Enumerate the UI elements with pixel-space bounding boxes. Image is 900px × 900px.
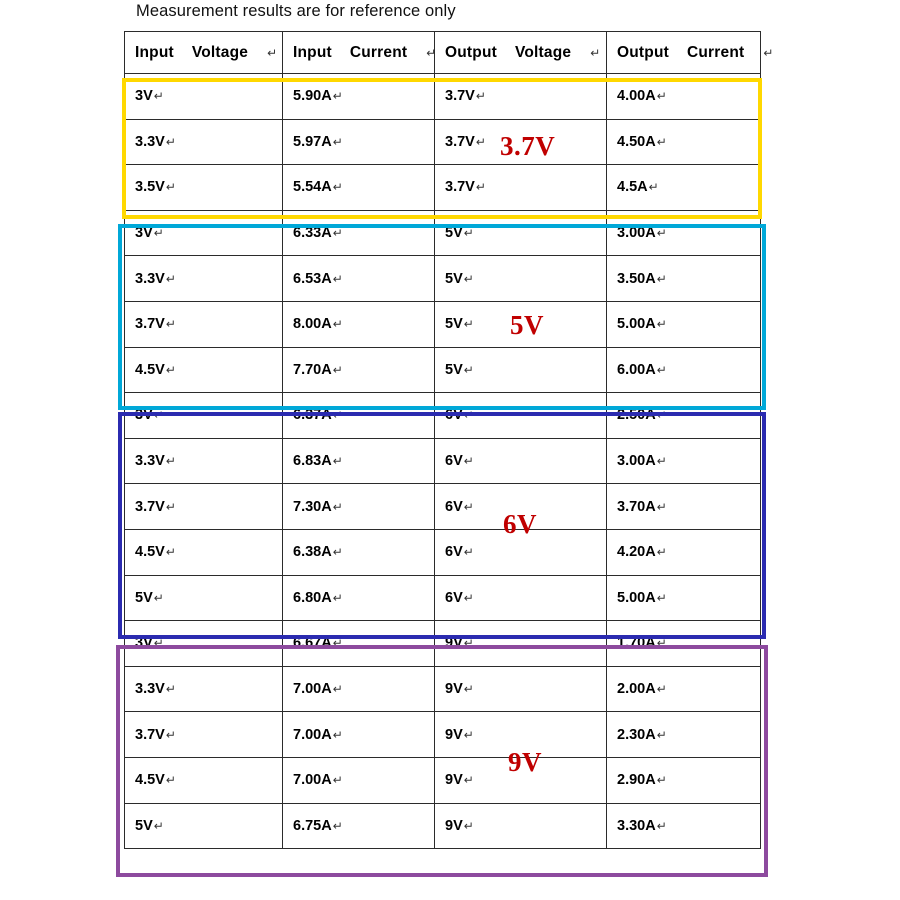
return-mark-icon: ↵ xyxy=(475,180,486,195)
return-mark-icon: ↵ xyxy=(463,818,474,833)
cell-input-voltage xyxy=(125,621,283,667)
table-row xyxy=(125,803,761,849)
annotation-label-3-7v: 3.7V xyxy=(500,131,556,161)
cell-value: 7.30A xyxy=(293,498,332,515)
return-mark-icon: ↵ xyxy=(165,682,176,697)
column-header-input-current-first: Input xyxy=(293,43,332,61)
return-mark-icon: ↵ xyxy=(165,180,176,195)
cell-output-voltage xyxy=(435,347,607,393)
return-mark-icon: ↵ xyxy=(165,134,176,149)
return-mark-icon: ↵ xyxy=(656,454,667,469)
cell-value: 2.30A xyxy=(617,726,656,743)
cell-value: 5.00A xyxy=(617,316,656,333)
cell-output-current xyxy=(607,438,761,484)
return-mark-icon: ↵ xyxy=(463,271,474,286)
return-mark-icon: ↵ xyxy=(165,499,176,514)
cell-input-voltage xyxy=(125,757,283,803)
cell-output-current xyxy=(607,803,761,849)
cell-input-voltage xyxy=(125,347,283,393)
cell-input-current xyxy=(283,575,435,621)
return-mark-icon: ↵ xyxy=(463,454,474,469)
table-row xyxy=(125,347,761,393)
return-mark-icon: ↵ xyxy=(656,682,667,697)
cell-value: 5V xyxy=(135,817,153,834)
cell-output-voltage xyxy=(435,393,607,439)
cell-value: 4.20A xyxy=(617,544,656,561)
column-header-output-current-first: Output xyxy=(617,43,669,61)
cell-value: 6.67A xyxy=(293,635,332,652)
cell-value: 9V xyxy=(445,772,463,789)
cell-input-voltage xyxy=(125,438,283,484)
cell-output-current xyxy=(607,347,761,393)
cell-input-current xyxy=(283,484,435,530)
table-row xyxy=(125,484,761,530)
cell-output-voltage xyxy=(435,575,607,621)
cell-output-current xyxy=(607,165,761,211)
return-mark-icon: ↵ xyxy=(332,180,343,195)
table-row xyxy=(125,438,761,484)
table-row xyxy=(125,712,761,758)
cell-output-current xyxy=(607,301,761,347)
return-mark-icon: ↵ xyxy=(165,545,176,560)
return-mark-icon: ↵ xyxy=(656,226,667,241)
return-mark-icon: ↵ xyxy=(165,271,176,286)
cell-value: 3.7V xyxy=(135,316,165,333)
return-mark-icon: ↵ xyxy=(332,773,343,788)
cell-input-current xyxy=(283,438,435,484)
cell-value: 4.5A xyxy=(617,179,648,196)
page-caption: Measurement results are for reference only xyxy=(136,2,456,20)
cell-value: 7.00A xyxy=(293,772,332,789)
cell-value: 1.70A xyxy=(617,635,656,652)
cell-value: 5V xyxy=(445,225,463,242)
return-mark-icon: ↵ xyxy=(463,682,474,697)
annotation-label-9v: 9V xyxy=(508,747,542,777)
cell-output-current xyxy=(607,119,761,165)
cell-value: 3.00A xyxy=(617,453,656,470)
cell-value: 5V xyxy=(135,589,153,606)
cell-value: 3.70A xyxy=(617,498,656,515)
cell-value: 3.3V xyxy=(135,453,165,470)
cell-output-current xyxy=(607,757,761,803)
return-mark-icon: ↵ xyxy=(656,499,667,514)
cell-value: 5.00A xyxy=(617,589,656,606)
cell-value: 6.38A xyxy=(293,544,332,561)
return-mark-icon: ↵ xyxy=(153,590,164,605)
cell-value: 5.54A xyxy=(293,179,332,196)
cell-input-voltage xyxy=(125,165,283,211)
column-header-input-current xyxy=(283,32,435,74)
measurement-results-table xyxy=(124,31,774,849)
return-mark-icon: ↵ xyxy=(656,636,667,651)
table-row xyxy=(125,757,761,803)
cell-input-voltage xyxy=(125,301,283,347)
column-header-input-current-second: Current xyxy=(349,43,408,61)
cell-value: 4.50A xyxy=(617,133,656,150)
table-row xyxy=(125,529,761,575)
return-mark-icon: ↵ xyxy=(332,818,343,833)
cell-value: 6V xyxy=(445,407,463,424)
return-mark-icon: ↵ xyxy=(332,727,343,742)
annotation-label-5v: 5V xyxy=(510,310,544,340)
column-header-output-voltage-second: Voltage xyxy=(514,43,572,61)
cell-value: 3.30A xyxy=(617,817,656,834)
cell-input-current xyxy=(283,666,435,712)
return-mark-icon: ↵ xyxy=(332,134,343,149)
column-header-input-voltage-first: Input xyxy=(135,43,174,61)
cell-input-voltage xyxy=(125,803,283,849)
cell-value: 9V xyxy=(445,817,463,834)
cell-output-current xyxy=(607,74,761,120)
return-mark-icon: ↵ xyxy=(153,408,164,423)
cell-output-voltage xyxy=(435,803,607,849)
cell-output-current xyxy=(607,575,761,621)
cell-input-voltage xyxy=(125,529,283,575)
cell-value: 6.33A xyxy=(293,225,332,242)
return-mark-icon: ↵ xyxy=(332,545,343,560)
cell-output-current xyxy=(607,393,761,439)
return-mark-icon: ↵ xyxy=(165,317,176,332)
return-mark-icon: ↵ xyxy=(332,454,343,469)
cell-input-voltage xyxy=(125,393,283,439)
cell-value: 3.7V xyxy=(445,88,475,105)
cell-input-voltage xyxy=(125,712,283,758)
return-mark-icon: ↵ xyxy=(656,408,667,423)
cell-input-current xyxy=(283,119,435,165)
cell-input-current xyxy=(283,301,435,347)
cell-value: 6.37A xyxy=(293,407,332,424)
return-mark-icon: ↵ xyxy=(463,545,474,560)
cell-value: 4.5V xyxy=(135,361,165,378)
table-row xyxy=(125,301,761,347)
cell-output-voltage xyxy=(435,666,607,712)
cell-value: 5V xyxy=(445,270,463,287)
return-mark-icon: ↵ xyxy=(332,362,343,377)
table-row xyxy=(125,74,761,120)
return-mark-icon: ↵ xyxy=(332,89,343,104)
cell-input-voltage xyxy=(125,575,283,621)
cell-value: 3.00A xyxy=(617,225,656,242)
cell-input-current xyxy=(283,529,435,575)
return-mark-icon: ↵ xyxy=(656,545,667,560)
cell-input-current xyxy=(283,74,435,120)
return-mark-icon: ↵ xyxy=(463,727,474,742)
cell-value: 3V xyxy=(135,88,153,105)
cell-output-voltage xyxy=(435,621,607,667)
cell-value: 6.80A xyxy=(293,589,332,606)
return-mark-icon: ↵ xyxy=(332,271,343,286)
return-mark-icon: ↵ xyxy=(475,89,486,104)
cell-value: 7.00A xyxy=(293,681,332,698)
column-header-input-voltage xyxy=(125,32,283,74)
cell-input-current xyxy=(283,393,435,439)
return-mark-icon: ↵ xyxy=(463,362,474,377)
return-mark-icon: ↵ xyxy=(475,134,486,149)
cell-value: 6.00A xyxy=(617,361,656,378)
table-row xyxy=(125,210,761,256)
table-body xyxy=(125,74,761,849)
cell-output-voltage xyxy=(435,165,607,211)
column-header-output-voltage xyxy=(435,32,607,74)
return-mark-icon: ↵ xyxy=(153,89,164,104)
return-mark-icon: ↵ xyxy=(463,226,474,241)
return-mark-icon: ↵ xyxy=(463,636,474,651)
return-mark-icon: ↵ xyxy=(267,45,278,60)
return-mark-icon: ↵ xyxy=(165,773,176,788)
cell-value: 3.5V xyxy=(135,179,165,196)
cell-value: 3V xyxy=(135,225,153,242)
cell-value: 2.90A xyxy=(617,772,656,789)
table-header-row xyxy=(125,32,761,74)
return-mark-icon: ↵ xyxy=(332,499,343,514)
return-mark-icon: ↵ xyxy=(153,636,164,651)
cell-value: 6.83A xyxy=(293,453,332,470)
cell-output-voltage xyxy=(435,74,607,120)
cell-value: 3.3V xyxy=(135,681,165,698)
cell-value: 3.3V xyxy=(135,270,165,287)
cell-value: 6V xyxy=(445,498,463,515)
cell-output-current xyxy=(607,484,761,530)
table-row xyxy=(125,119,761,165)
return-mark-icon: ↵ xyxy=(332,226,343,241)
return-mark-icon: ↵ xyxy=(153,818,164,833)
column-header-output-current-second: Current xyxy=(686,43,745,61)
table-header xyxy=(125,32,774,74)
cell-input-current xyxy=(283,210,435,256)
cell-input-current xyxy=(283,256,435,302)
return-mark-icon: ↵ xyxy=(656,590,667,605)
cell-output-voltage xyxy=(435,256,607,302)
return-mark-icon: ↵ xyxy=(648,180,659,195)
column-header-input-voltage-second: Voltage xyxy=(191,43,249,61)
return-mark-icon: ↵ xyxy=(656,89,667,104)
cell-output-current xyxy=(607,529,761,575)
cell-output-voltage xyxy=(435,438,607,484)
cell-input-current xyxy=(283,347,435,393)
column-header-output-voltage-first: Output xyxy=(445,43,497,61)
column-header-output-current xyxy=(607,32,774,74)
return-mark-icon: ↵ xyxy=(763,45,774,60)
cell-input-current xyxy=(283,621,435,667)
return-mark-icon: ↵ xyxy=(656,317,667,332)
return-mark-icon: ↵ xyxy=(656,727,667,742)
cell-input-current xyxy=(283,712,435,758)
cell-value: 3.7V xyxy=(135,498,165,515)
cell-output-voltage xyxy=(435,210,607,256)
cell-input-voltage xyxy=(125,256,283,302)
cell-value: 3.7V xyxy=(445,179,475,196)
cell-output-current xyxy=(607,666,761,712)
cell-value: 8.00A xyxy=(293,316,332,333)
measurement-table-container xyxy=(124,31,774,849)
cell-value: 2.50A xyxy=(617,407,656,424)
return-mark-icon: ↵ xyxy=(463,499,474,514)
return-mark-icon: ↵ xyxy=(153,226,164,241)
cell-value: 6.53A xyxy=(293,270,332,287)
cell-value: 3.50A xyxy=(617,270,656,287)
return-mark-icon: ↵ xyxy=(463,317,474,332)
cell-value: 5V xyxy=(445,316,463,333)
return-mark-icon: ↵ xyxy=(463,408,474,423)
table-row xyxy=(125,575,761,621)
table-row xyxy=(125,165,761,211)
cell-value: 6V xyxy=(445,544,463,561)
return-mark-icon: ↵ xyxy=(426,45,437,60)
return-mark-icon: ↵ xyxy=(332,408,343,423)
cell-value: 3.3V xyxy=(135,133,165,150)
cell-value: 3.7V xyxy=(445,133,475,150)
cell-value: 4.5V xyxy=(135,772,165,789)
return-mark-icon: ↵ xyxy=(656,773,667,788)
cell-input-voltage xyxy=(125,119,283,165)
cell-value: 7.00A xyxy=(293,726,332,743)
return-mark-icon: ↵ xyxy=(165,362,176,377)
cell-value: 5.97A xyxy=(293,133,332,150)
return-mark-icon: ↵ xyxy=(656,818,667,833)
cell-input-voltage xyxy=(125,666,283,712)
cell-value: 3V xyxy=(135,635,153,652)
cell-value: 9V xyxy=(445,635,463,652)
cell-output-current xyxy=(607,256,761,302)
cell-value: 6V xyxy=(445,453,463,470)
cell-output-current xyxy=(607,621,761,667)
table-row xyxy=(125,666,761,712)
table-row xyxy=(125,393,761,439)
return-mark-icon: ↵ xyxy=(332,317,343,332)
return-mark-icon: ↵ xyxy=(463,590,474,605)
cell-input-current xyxy=(283,165,435,211)
cell-value: 7.70A xyxy=(293,361,332,378)
annotation-label-6v: 6V xyxy=(503,509,537,539)
cell-value: 3V xyxy=(135,407,153,424)
return-mark-icon: ↵ xyxy=(332,636,343,651)
table-row xyxy=(125,256,761,302)
table-row xyxy=(125,621,761,667)
return-mark-icon: ↵ xyxy=(165,727,176,742)
cell-input-voltage xyxy=(125,484,283,530)
cell-value: 9V xyxy=(445,681,463,698)
cell-value: 4.5V xyxy=(135,544,165,561)
return-mark-icon: ↵ xyxy=(590,45,601,60)
return-mark-icon: ↵ xyxy=(332,682,343,697)
cell-input-voltage xyxy=(125,210,283,256)
cell-value: 4.00A xyxy=(617,88,656,105)
cell-value: 6.75A xyxy=(293,817,332,834)
return-mark-icon: ↵ xyxy=(332,590,343,605)
cell-value: 3.7V xyxy=(135,726,165,743)
return-mark-icon: ↵ xyxy=(656,271,667,286)
cell-value: 6V xyxy=(445,589,463,606)
return-mark-icon: ↵ xyxy=(463,773,474,788)
return-mark-icon: ↵ xyxy=(656,134,667,149)
cell-value: 5.90A xyxy=(293,88,332,105)
cell-input-voltage xyxy=(125,74,283,120)
cell-value: 5V xyxy=(445,361,463,378)
cell-output-current xyxy=(607,210,761,256)
cell-output-current xyxy=(607,712,761,758)
cell-input-current xyxy=(283,803,435,849)
return-mark-icon: ↵ xyxy=(656,362,667,377)
cell-input-current xyxy=(283,757,435,803)
return-mark-icon: ↵ xyxy=(165,454,176,469)
cell-value: 9V xyxy=(445,726,463,743)
cell-value: 2.00A xyxy=(617,681,656,698)
